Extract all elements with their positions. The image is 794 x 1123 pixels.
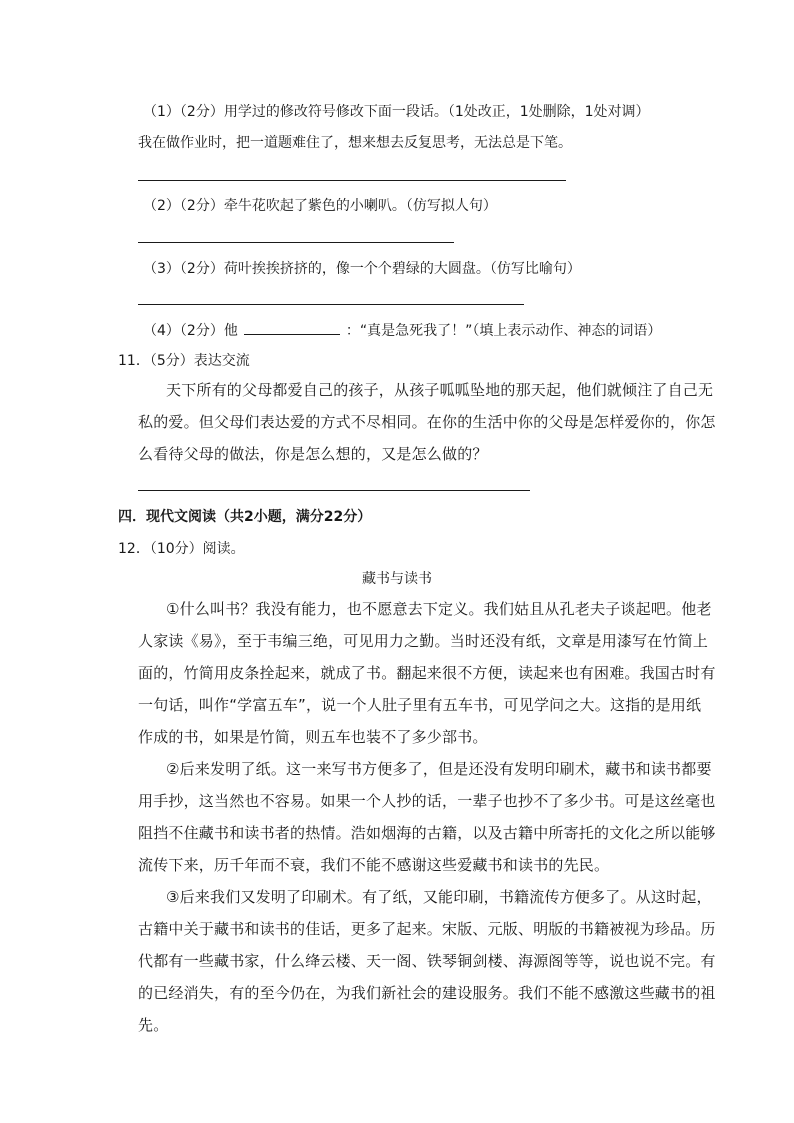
q11-line-2: 私的爱。但父母们表达爱的方式不尽相同。在你的生活中你的父母是怎样爱你的，你怎 [138,413,716,431]
para-1-line-1: ①什么叫书？我没有能力，也不愿意去下定义。我们姑且从孔老夫子谈起吧。他老 [166,600,712,618]
q10-sub4 [143,320,661,341]
answer-line-2[interactable] [138,242,454,243]
q11-line-3: 么看待父母的做法，你是怎么想的，又是怎么做的？ [138,445,488,463]
para-3-line-1: ③后来我们又发明了印刷术。有了纸，又能印刷，书籍流传方便多了。从这时起， [166,888,712,906]
q11-header: 11．（5分）表达交流 [118,353,250,369]
answer-line-3[interactable] [138,304,524,305]
q10-sub3-prompt: （3）（2分）荷叶挨挨挤挤的，像一个个碧绿的大圆盘。（仿写比喻句） [143,261,581,277]
section-4-heading: 四．现代文阅读（共2小题，满分22分） [118,509,372,525]
q10-sub4-suffix: ：“真是急死我了！”（填上表示动作、神态的词语） [345,323,662,339]
para-1-line-2: 人家读《易》，至于韦编三绝，可见用力之勤。当时还没有纸，文章是用漆写在竹简上 [138,632,709,650]
q10-sub4-prefix: （4）（2分）他 [143,323,238,339]
para-1-line-5: 作成的书，如果是竹简，则五车也装不了多少部书。 [138,728,488,746]
para-3-line-5: 先。 [138,1016,169,1034]
para-2-line-1: ②后来发明了纸。这一来写书方便多了，但是还没有发明印刷术，藏书和读书都要 [166,760,712,778]
para-3-line-4: 的已经消失，有的至今仍在，为我们新社会的建设服务。我们不能不感激这些藏书的祖 [138,984,716,1002]
answer-line-1[interactable] [138,180,566,181]
article-title: 藏书与读书 [362,571,432,587]
q11-line-1: 天下所有的父母都爱自己的孩子，从孩子呱呱坠地的那天起，他们就倾注了自己无 [166,381,714,399]
answer-line-4[interactable] [138,490,530,491]
para-2-line-3: 阻挡不住藏书和读书者的热情。浩如烟海的古籍，以及古籍中所寄托的文化之所以能够 [138,824,716,842]
q10-sub2-prompt: （2）（2分）牵牛花吹起了紫色的小喇叭。（仿写拟人句） [143,198,497,214]
para-3-line-2: 古籍中关于藏书和读书的佳话，更多了起来。宋版、元版、明版的书籍被视为珍品。历 [138,920,716,938]
para-3-line-3: 代都有一些藏书家，什么绛云楼、天一阁、铁琴铜剑楼、海源阁等等，说也说不完。有 [138,952,716,970]
q10-sub1-sentence: 我在做作业时，把一道题难住了，想来想去反复思考，无法总是下笔。 [138,135,572,151]
fill-in-blank[interactable] [244,320,340,335]
para-1-line-4: 一句话，叫作“学富五车”，说一个人肚子里有五车书，可见学问之大。这指的是用纸 [138,696,702,714]
para-2-line-4: 流传下来，历千年而不衰，我们不能不感谢这些爱藏书和读书的先民。 [138,856,610,874]
q10-sub1-prompt: （1）（2分）用学过的修改符号修改下面一段话。（1处改正，1处删除，1处对调） [143,104,650,120]
q12-header: 12．（10分）阅读。 [118,541,245,557]
para-2-line-2: 用手抄，这当然也不容易。如果一个人抄的话，一辈子也抄不了多少书。可是这丝毫也 [138,792,716,810]
para-1-line-3: 面的，竹简用皮条拴起来，就成了书。翻起来很不方便，读起来也有困难。我国古时有 [138,664,716,682]
